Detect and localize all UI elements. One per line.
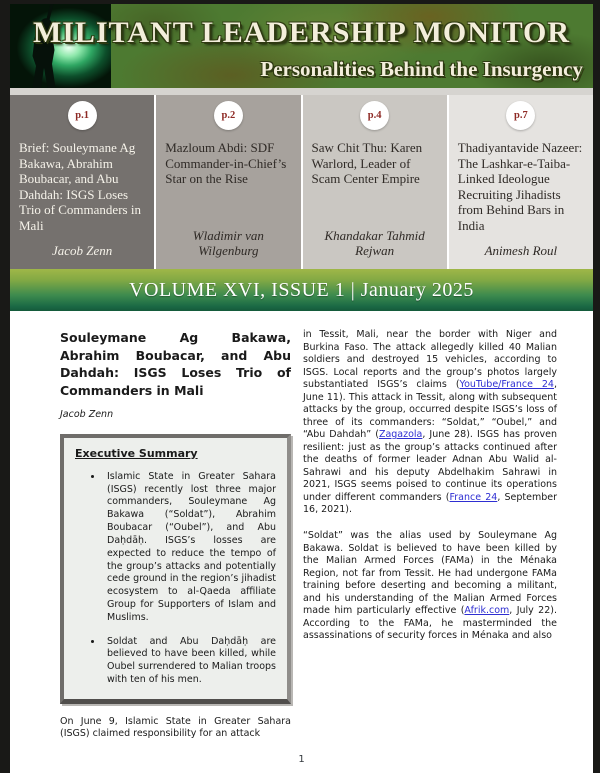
executive-summary-box	[60, 434, 291, 704]
page-badge	[360, 101, 389, 130]
inline-citation-link[interactable]: YouTube/France 24	[459, 379, 554, 391]
toc-item-author: Jacob Zenn	[51, 243, 113, 259]
inline-citation-link[interactable]: France 24	[449, 491, 498, 503]
page-number: 1	[298, 753, 305, 765]
executive-summary-list	[75, 471, 276, 687]
toc-strip	[10, 95, 593, 269]
executive-summary-heading: Executive Summary	[75, 447, 198, 460]
inline-citation-link[interactable]: Zagazola	[378, 429, 423, 441]
issue-bar: VOLUME XVI, ISSUE 1 | January 2025	[10, 269, 593, 311]
article-content	[10, 311, 593, 754]
page-badge-label: p.1	[75, 110, 89, 121]
page-badge	[68, 101, 97, 130]
toc-item-title: Mazloum Abdi: SDF Commander-in-Chief’s Star on the Rise	[165, 140, 287, 187]
newsletter-subtitle: Personalities Behind the Insurgency	[260, 57, 583, 81]
body-paragraph: in Tessit, Mali, near the border with Niger and Burkina Faso. The attack allegedly killed 40 Malian soldiers and destroyed 15 vehicles, according to ISGS. Local reports and the group’s photos largely substantiated ISGS’s claims (YouTube/France 24, June 11). This attack in Tessit, along with subsequent attacks by the group, occurred despite ISGS’s loss of three of its commanders: “Soldat,” “Oubel,” and “Abu Dahdah” (Zagazola, June 28). ISGS has proven resilient: just as the group’s attacks continued after the deaths of former leader Adnan Abu Walid al-Sahrawi and his deputy Abdelhakim Sahrawi in 2021, ISGS seems poised to continue its operations under different commanders (France 24, September 16, 2021).	[303, 329, 558, 516]
executive-summary-bullet: • Soldat and Abu Daḥdāḥ are believed to have been killed, while Oubel surrendered to Malian troops with ten of his men.	[103, 636, 276, 687]
banner-text-block	[10, 4, 593, 88]
newsletter-banner	[10, 4, 593, 88]
toc-item-author: Wladimir van Wilgenburg	[192, 228, 264, 259]
toc-item-2	[156, 95, 300, 269]
page-badge	[214, 101, 243, 130]
left-column	[60, 329, 302, 754]
inline-citation-link[interactable]: Afrik.com	[464, 605, 510, 617]
toc-item-title: Thadiyantavide Nazeer: The Lashkar-e-Taiba-Linked Ideologue Recruiting Jihadists from Behind Bars in India	[457, 140, 583, 233]
toc-item-title: Brief: Souleymane Ag Bakawa, Abrahim Boubacar, and Abu Dahdah: ISGS Loses Trio of Commanders in Mali	[19, 140, 141, 233]
toc-item-author: Khandakar Tahmid Rejwan	[324, 228, 425, 259]
article-author: Jacob Zenn	[60, 409, 114, 420]
toc-item-1	[10, 95, 154, 269]
toc-item-4	[449, 95, 593, 269]
page-badge-label: p.4	[367, 110, 382, 121]
toc-item-author: Animesh Roul	[484, 243, 558, 259]
banner-divider	[10, 88, 593, 95]
document-page	[10, 311, 593, 773]
page-badge-label: p.2	[221, 110, 236, 121]
newsletter-title: MILITANT LEADERSHIP MONITOR	[32, 16, 571, 49]
toc-item-title: Saw Chit Thu: Karen Warlord, Leader of Scam Center Empire	[311, 140, 423, 187]
body-paragraph: On June 9, Islamic State in Greater Sahara (ISGS) claimed responsibility for an attack	[60, 715, 291, 740]
body-paragraph: “Soldat” was the alias used by Souleymane Ag Bakawa. Soldat is believed to have been killed by the Malian Armed Forces (FAMa) in the Ménaka Region, not far from Tessit. He had undergone FAMa training before deserting and becoming a militant, and his understanding of the Malian Armed Forces made him particularly effective (Afrik.com, July 22). According to the FAMa, he masterminded the assassinations of security forces in Ménaka and also	[303, 529, 557, 642]
article-title: Souleymane Ag Bakawa, Abrahim Boubacar, and Abu Dahdah: ISGS Loses Trio of Commanders in Mali	[60, 330, 291, 398]
executive-summary-bullet: • Islamic State in Greater Sahara (ISGS) recently lost three major commanders, Souleymane Ag Bakawa (“Soldat”), Abrahim Boubacar (“Oubel”), and Abu Daḥdāḥ. ISGS’s losses are expected to reduce the tempo of the group’s attacks and potentially cede ground in the region’s jihadist ecosystem to al-Qaeda affiliate Group for Supporters of Islam and Muslims.	[103, 471, 276, 625]
page-badge-label: p.7	[514, 110, 528, 121]
toc-item-3	[303, 95, 447, 269]
page-badge	[506, 101, 535, 130]
right-column	[302, 329, 557, 754]
